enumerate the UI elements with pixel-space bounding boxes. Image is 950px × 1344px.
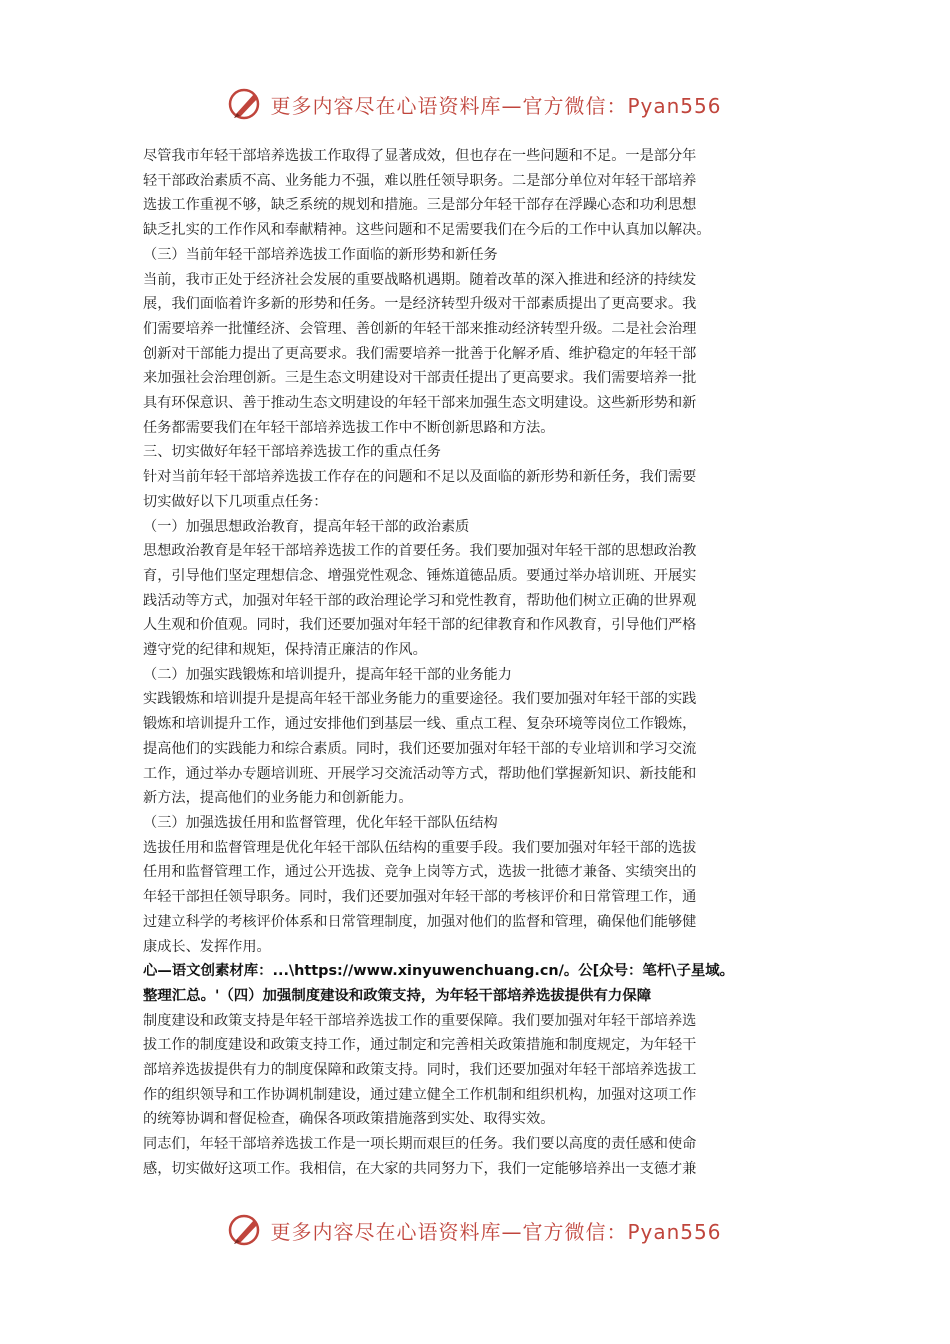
section-heading: （三）加强选拔任用和监督管理，优化年轻干部队伍结构 bbox=[143, 814, 498, 831]
text-line: 尽管我市年轻干部培养选拔工作取得了显著成效，但也存在一些问题和不足。一是部分年 bbox=[143, 148, 697, 164]
text-line: 制度建设和政策支持是年轻干部培养选拔工作的重要保障。我们要加强对年轻干部培养选 bbox=[143, 1012, 697, 1029]
text-line: 工作，通过举办专题培训班、开展学习交流活动等方式，帮助他们掌握新知识、新技能和 bbox=[143, 765, 697, 782]
footer-banner-text: 更多内容尽在心语资料库—官方微信：Pyan556 bbox=[270, 1219, 722, 1244]
pen-logo-icon bbox=[228, 86, 264, 122]
text-line: 实践锻炼和培训提升是提高年轻干部业务能力的重要途径。我们要加强对年轻干部的实践 bbox=[143, 691, 697, 708]
text-line: 践活动等方式，加强对年轻干部的政治理论学习和党性教育，帮助他们树立正确的世界观 bbox=[143, 592, 697, 609]
text-line: 具有环保意识、善于推动生态文明建设的年轻干部来加强生态文明建设。这些新形势和新 bbox=[143, 395, 697, 412]
text-line: 切实做好以下几项重点任务： bbox=[143, 493, 328, 510]
text-line: 同志们，年轻干部培养选拔工作是一项长期而艰巨的任务。我们要以高度的责任感和使命 bbox=[143, 1136, 697, 1153]
text-line: 选拔工作重视不够，缺乏系统的规划和措施。三是部分年轻干部存在浮躁心态和功利思想 bbox=[143, 197, 697, 214]
pen-logo-icon bbox=[228, 1212, 264, 1248]
header-banner bbox=[0, 84, 950, 124]
text-line: 遵守党的纪律和规矩，保持清正廉洁的作风。 bbox=[143, 642, 427, 659]
section-heading: （三）当前年轻干部培养选拔工作面临的新形势和新任务 bbox=[143, 246, 498, 263]
text-line: 锻炼和培训提升工作，通过安排他们到基层一线、重点工程、复杂环境等岗位工作锻炼， bbox=[143, 716, 697, 733]
text-line: 任用和监督管理工作，通过公开选拔、竞争上岗等方式，选拔一批德才兼备、实绩突出的 bbox=[143, 864, 697, 881]
text-line: 年轻干部担任领导职务。同时，我们还要加强对年轻干部的考核评价和日常管理工作，通 bbox=[143, 889, 697, 906]
text-line: 展，我们面临着许多新的形势和任务。一是经济转型升级对干部素质提出了更高要求。我 bbox=[143, 296, 697, 313]
text-line: 的统筹协调和督促检查，确保各项政策措施落到实处、取得实效。 bbox=[143, 1111, 555, 1128]
footer-banner bbox=[0, 1210, 950, 1250]
text-line: 作的组织领导和工作协调机制建设，通过建立健全工作机制和组织机构，加强对这项工作 bbox=[143, 1086, 697, 1103]
section-heading: （一）加强思想政治教育，提高年轻干部的政治素质 bbox=[143, 518, 470, 535]
text-line: 提高他们的实践能力和综合素质。同时，我们还要加强对年轻干部的专业培训和学习交流 bbox=[143, 740, 697, 757]
section-heading-bold: 整理汇总。'（四）加强制度建设和政策支持，为年轻干部培养选拔提供有力保障 bbox=[143, 987, 652, 1004]
text-line: 人生观和价值观。同时，我们还要加强对年轻干部的纪律教育和作风教育，引导他们严格 bbox=[143, 617, 697, 634]
section-heading: （二）加强实践锻炼和培训提升，提高年轻干部的业务能力 bbox=[143, 666, 512, 683]
text-line: 新方法，提高他们的业务能力和创新能力。 bbox=[143, 790, 413, 807]
text-line: 针对当前年轻干部培养选拔工作存在的问题和不足以及面临的新形势和新任务，我们需要 bbox=[143, 469, 697, 486]
text-line: 过建立科学的考核评价体系和日常管理制度，加强对他们的监督和管理，确保他们能够健 bbox=[143, 913, 697, 930]
header-banner-text: 更多内容尽在心语资料库—官方微信：Pyan556 bbox=[270, 93, 722, 118]
text-line: 思想政治教育是年轻干部培养选拔工作的首要任务。我们要加强对年轻干部的思想政治教 bbox=[143, 543, 697, 560]
text-line: 任务都需要我们在年轻干部培养选拔工作中不断创新思路和方法。 bbox=[143, 419, 555, 436]
text-line: 缺乏扎实的工作作风和奉献精神。这些问题和不足需要我们在今后的工作中认真加以解决。 bbox=[143, 222, 711, 239]
text-line: 们需要培养一批懂经济、会管理、善创新的年轻干部来推动经济转型升级。二是社会治理 bbox=[143, 320, 697, 337]
text-line: 选拔任用和监督管理是优化年轻干部队伍结构的重要手段。我们要加强对年轻干部的选拔 bbox=[143, 839, 697, 856]
text-line: 感，切实做好这项工作。我相信，在大家的共同努力下，我们一定能够培养出一支德才兼 bbox=[143, 1160, 697, 1177]
text-line: 部培养选拔提供有力的制度保障和政策支持。同时，我们还要加强对年轻干部培养选拔工 bbox=[143, 1062, 697, 1079]
text-line: 康成长、发挥作用。 bbox=[143, 938, 271, 955]
text-line: 拔工作的制度建设和政策支持工作，通过制定和完善相关政策措施和制度规定，为年轻干 bbox=[143, 1037, 697, 1054]
text-line: 育，引导他们坚定理想信念、增强党性观念、锤炼道德品质。要通过举办培训班、开展实 bbox=[143, 567, 697, 584]
watermark-source-line: 心—语文创素材库：...\https://www.xinyuwenchuang.cn/。公[众号：笔杆\子星域。 bbox=[143, 963, 735, 980]
text-line: 轻干部政治素质不高、业务能力不强，难以胜任领导职务。二是部分单位对年轻干部培养 bbox=[143, 172, 697, 189]
text-line: 来加强社会治理创新。三是生态文明建设对干部责任提出了更高要求。我们需要培养一批 bbox=[143, 370, 697, 387]
document-body bbox=[143, 144, 810, 1182]
section-heading: 三、切实做好年轻干部培养选拔工作的重点任务 bbox=[143, 444, 441, 461]
text-line: 创新对干部能力提出了更高要求。我们需要培养一批善于化解矛盾、维护稳定的年轻干部 bbox=[143, 345, 697, 362]
text-line: 当前，我市正处于经济社会发展的重要战略机遇期。随着改革的深入推进和经济的持续发 bbox=[143, 271, 697, 288]
